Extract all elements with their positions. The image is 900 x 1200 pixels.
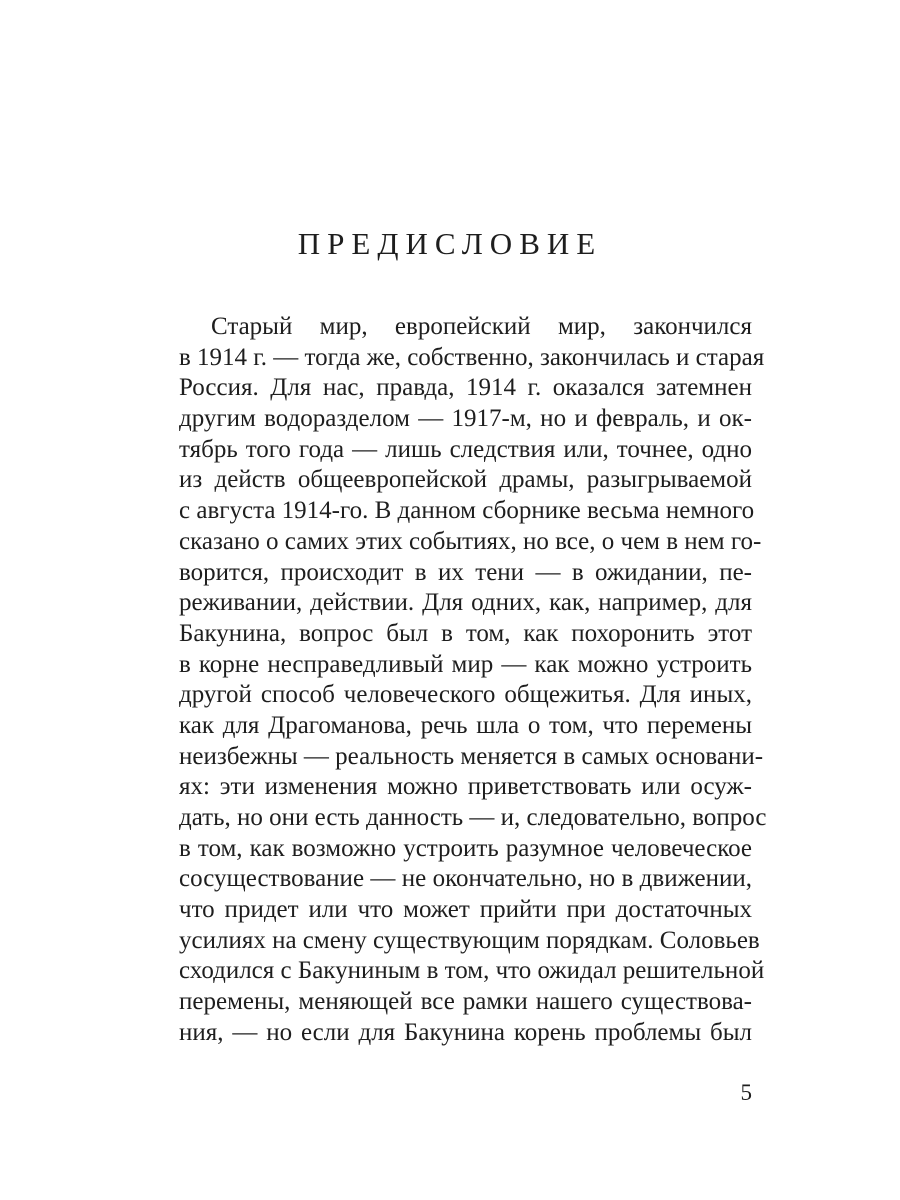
- text-line: из действ общеевропейской драмы, разыгрываемой: [179, 466, 752, 494]
- text-line: Россия. Для нас, правда, 1914 г. оказался затемнен: [179, 374, 752, 402]
- text-line: усилиях на смену существующим порядкам. Соловьев: [179, 926, 760, 954]
- chapter-title: ПРЕДИСЛОВИЕ: [297, 226, 603, 261]
- text-line: в том, как возможно устроить разумное человеческое: [179, 834, 752, 862]
- text-line: Бакунина, вопрос был в том, как похоронить этот: [179, 619, 752, 647]
- text-line: другой способ человеческого общежитья. Для иных,: [179, 681, 752, 709]
- text-line: тябрь того года — лишь следствия или, точнее, одно: [179, 435, 752, 463]
- text-line: другим водоразделом — 1917-м, но и февраль, и ок-: [179, 405, 752, 433]
- text-line: ворится, происходит в их тени — в ожидании, пе-: [179, 558, 752, 586]
- text-line: что придет или что может прийти при достаточных: [179, 896, 752, 924]
- body-paragraph: [179, 312, 767, 1049]
- text-line: в 1914 г. — тогда же, собственно, закончилась и старая: [179, 343, 765, 371]
- text-line: сходился с Бакуниным в том, что ожидал решительной: [179, 957, 765, 985]
- text-line: сосуществование — не окончательно, но в движении,: [179, 865, 752, 893]
- text-line: как для Драгоманова, речь шла о том, что перемены: [179, 711, 752, 739]
- text-line: Старый мир, европейский мир, закончился: [211, 313, 752, 340]
- text-line: в корне несправедливый мир — как можно устроить: [179, 650, 752, 678]
- text-line: ния, — но если для Бакунина корень проблемы был: [179, 1018, 752, 1046]
- text-line: неизбежны — реальность меняется в самых основани-: [179, 742, 764, 770]
- text-line: реживании, действии. Для одних, как, например, для: [179, 589, 752, 617]
- text-line: сказано о самих этих событиях, но все, о чем в нем го-: [179, 527, 762, 555]
- text-line: перемены, меняющей все рамки нашего существова-: [179, 988, 752, 1016]
- text-line: дать, но они есть данность — и, следовательно, вопрос: [179, 804, 767, 831]
- text-line: ях: эти изменения можно приветствовать или осуж-: [179, 773, 752, 801]
- text-line: с августа 1914-го. В данном сборнике весьма немного: [179, 497, 755, 525]
- page-number: 5: [740, 1080, 752, 1105]
